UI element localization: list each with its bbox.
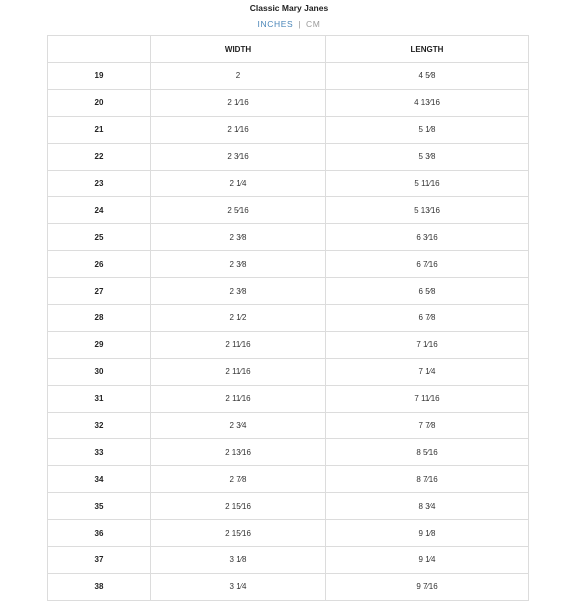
length-cell: 7 1⁄16 [326, 331, 529, 358]
width-cell: 3 1⁄4 [151, 573, 326, 600]
header-size [48, 36, 151, 63]
table-row [48, 116, 529, 143]
size-cell: 37 [48, 547, 151, 574]
unit-cm-tab[interactable]: CM [306, 19, 321, 29]
table-row [48, 278, 529, 305]
unit-toggle [0, 19, 578, 29]
size-cell: 35 [48, 493, 151, 520]
length-cell: 6 5⁄8 [326, 278, 529, 305]
size-cell: 31 [48, 385, 151, 412]
table-body [48, 63, 529, 601]
width-cell: 2 3⁄16 [151, 143, 326, 170]
width-cell: 2 7⁄8 [151, 466, 326, 493]
header-width: WIDTH [151, 36, 326, 63]
width-cell: 2 5⁄16 [151, 197, 326, 224]
length-cell: 5 11⁄16 [326, 170, 529, 197]
width-cell: 2 1⁄4 [151, 170, 326, 197]
length-cell: 9 1⁄8 [326, 520, 529, 547]
size-cell: 36 [48, 520, 151, 547]
length-cell: 5 3⁄8 [326, 143, 529, 170]
table-row [48, 385, 529, 412]
table-row [48, 224, 529, 251]
table-row [48, 439, 529, 466]
length-cell: 6 7⁄16 [326, 251, 529, 278]
width-cell: 2 1⁄2 [151, 305, 326, 332]
table-row [48, 331, 529, 358]
length-cell: 9 1⁄4 [326, 547, 529, 574]
length-cell: 5 1⁄8 [326, 116, 529, 143]
length-cell: 4 5⁄8 [326, 63, 529, 90]
table-header-row [48, 36, 529, 63]
table-row [48, 547, 529, 574]
width-cell: 2 3⁄8 [151, 224, 326, 251]
table-row [48, 412, 529, 439]
table-row [48, 573, 529, 600]
length-cell: 9 7⁄16 [326, 573, 529, 600]
size-cell: 25 [48, 224, 151, 251]
width-cell: 2 15⁄16 [151, 520, 326, 547]
table-row [48, 170, 529, 197]
size-cell: 33 [48, 439, 151, 466]
size-cell: 20 [48, 89, 151, 116]
length-cell: 8 3⁄4 [326, 493, 529, 520]
width-cell: 2 11⁄16 [151, 358, 326, 385]
unit-inches-tab[interactable]: INCHES [257, 19, 294, 29]
length-cell: 7 7⁄8 [326, 412, 529, 439]
width-cell: 2 11⁄16 [151, 331, 326, 358]
size-cell: 28 [48, 305, 151, 332]
size-cell: 27 [48, 278, 151, 305]
table-row [48, 251, 529, 278]
size-cell: 29 [48, 331, 151, 358]
table-row [48, 493, 529, 520]
length-cell: 8 7⁄16 [326, 466, 529, 493]
size-cell: 32 [48, 412, 151, 439]
unit-separator: | [298, 19, 302, 29]
size-cell: 23 [48, 170, 151, 197]
width-cell: 2 15⁄16 [151, 493, 326, 520]
header-length: LENGTH [326, 36, 529, 63]
length-cell: 8 5⁄16 [326, 439, 529, 466]
width-cell: 2 3⁄4 [151, 412, 326, 439]
size-chart-table [47, 35, 529, 601]
width-cell: 2 3⁄8 [151, 251, 326, 278]
size-cell: 24 [48, 197, 151, 224]
length-cell: 4 13⁄16 [326, 89, 529, 116]
table-row [48, 197, 529, 224]
length-cell: 7 11⁄16 [326, 385, 529, 412]
width-cell: 2 [151, 63, 326, 90]
size-cell: 38 [48, 573, 151, 600]
width-cell: 3 1⁄8 [151, 547, 326, 574]
size-cell: 30 [48, 358, 151, 385]
width-cell: 2 11⁄16 [151, 385, 326, 412]
table-row [48, 63, 529, 90]
length-cell: 5 13⁄16 [326, 197, 529, 224]
table-row [48, 520, 529, 547]
size-cell: 19 [48, 63, 151, 90]
width-cell: 2 13⁄16 [151, 439, 326, 466]
width-cell: 2 3⁄8 [151, 278, 326, 305]
table-row [48, 358, 529, 385]
size-cell: 22 [48, 143, 151, 170]
size-cell: 34 [48, 466, 151, 493]
length-cell: 6 3⁄16 [326, 224, 529, 251]
width-cell: 2 1⁄16 [151, 89, 326, 116]
size-cell: 21 [48, 116, 151, 143]
table-row [48, 89, 529, 116]
size-cell: 26 [48, 251, 151, 278]
length-cell: 7 1⁄4 [326, 358, 529, 385]
table-row [48, 466, 529, 493]
width-cell: 2 1⁄16 [151, 116, 326, 143]
page-title: Classic Mary Janes [249, 3, 329, 13]
table-row [48, 143, 529, 170]
table-row [48, 305, 529, 332]
length-cell: 6 7⁄8 [326, 305, 529, 332]
